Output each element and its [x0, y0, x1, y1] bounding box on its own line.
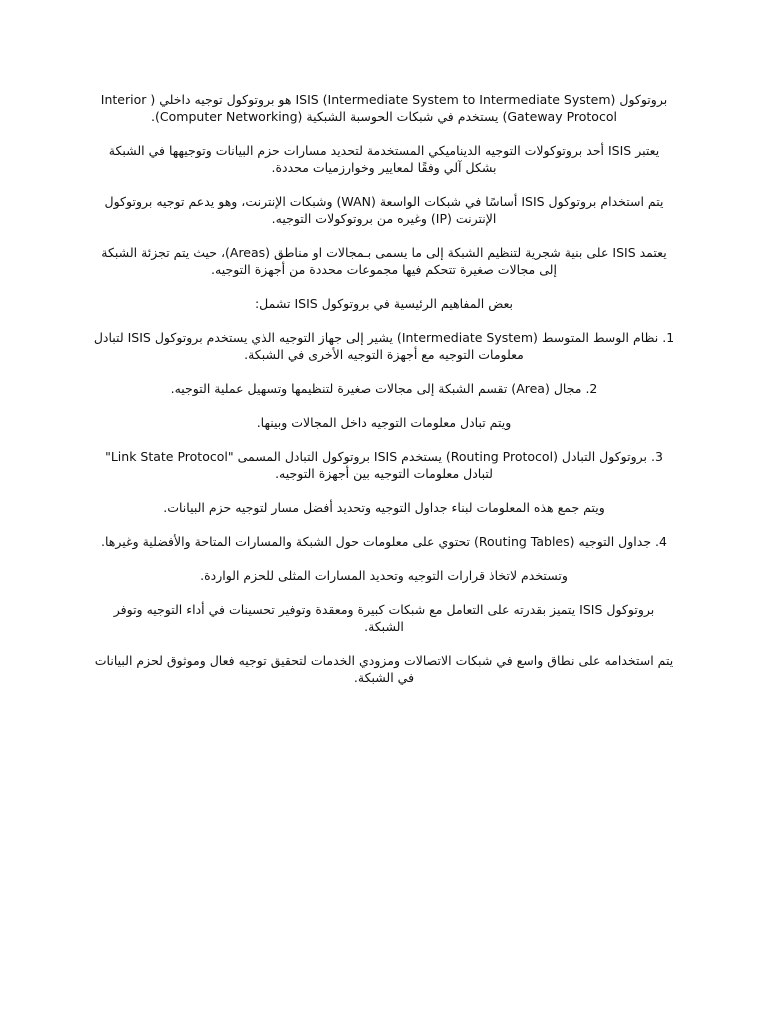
paragraph-isis-advantages: بروتوكول ISIS يتميز بقدرته على التعامل مع شبكات كبيرة ومعقدة وتوفير تحسينات في أداء التوجيه وتوفر الشبكة. — [113, 602, 655, 634]
list-item-area: 2. مجال (Area) تقسم الشبكة إلى مجالات صغيرة لتنظيمها وتسهيل عملية التوجيه. — [170, 381, 598, 396]
paragraph-area-exchange: ويتم تبادل معلومات التوجيه داخل المجالات وبينها. — [256, 415, 512, 430]
list-item-routing-tables: 4. جداول التوجيه (Routing Tables) تحتوي على معلومات حول الشبكة والمسارات المتاحة والأفضلية وغيرها. — [101, 534, 667, 549]
paragraph-routing-tables-build: ويتم جمع هذه المعلومات لبناء جداول التوجيه وتحديد أفضل مسار لتوجيه حزم البيانات. — [163, 500, 605, 515]
document-body — [92, 91, 676, 703]
paragraph-intro: بروتوكول ISIS (Intermediate System to Intermediate System) هو بروتوكول توجيه داخلي ( Interior Gateway Protocol) يستخدم في شبكات الحوسبة الشبكية (Computer Networking). — [100, 92, 668, 124]
paragraph-routing-decisions: وتستخدم لاتخاذ قرارات التوجيه وتحديد المسارات المثلى للحزم الواردة. — [200, 568, 568, 583]
paragraph-wan-usage: يتم استخدام بروتوكول ISIS أساسًا في شبكات الواسعة (WAN) وشبكات الإنترنت، وهو يدعم توجيه بروتوكول الإنترنت (IP) وغيره من بروتوكولات التوجيه. — [104, 194, 664, 226]
list-item-routing-protocol: 3. بروتوكول التبادل (Routing Protocol) يستخدم ISIS بروتوكول التبادل المسمى "Link State Protocol" لتبادل معلومات التوجيه بين أجهزة التوجيه. — [105, 449, 663, 481]
list-item-intermediate-system: 1. نظام الوسط المتوسط (Intermediate System) يشير إلى جهاز التوجيه الذي يستخدم بروتوكول ISIS لتبادل معلومات التوجيه مع أجهزة التوجيه الأخرى في الشبكة. — [93, 330, 675, 362]
paragraph-dynamic-routing: يعتبر ISIS أحد بروتوكولات التوجيه الديناميكي المستخدمة لتحديد مسارات حزم البيانات وتوجيهها في الشبكة بشكل آلي وفقًا لمعايير وخوارزميات محددة. — [108, 143, 660, 175]
paragraph-isis-usage: يتم استخدامه على نطاق واسع في شبكات الاتصالات ومزودي الخدمات لتحقيق توجيه فعال وموثوق لحزم البيانات في الشبكة. — [94, 653, 674, 685]
paragraph-areas: يعتمد ISIS على بنية شجرية لتنظيم الشبكة إلى ما يسمى بـمجالات او مناطق (Areas)، حيث يتم تجزئة الشبكة إلى مجالات صغيرة تتحكم فيها مجموعات محددة من أجهزة التوجيه. — [101, 245, 667, 277]
paragraph-key-concepts-heading: بعض المفاهيم الرئيسية في بروتوكول ISIS تشمل: — [254, 296, 514, 311]
